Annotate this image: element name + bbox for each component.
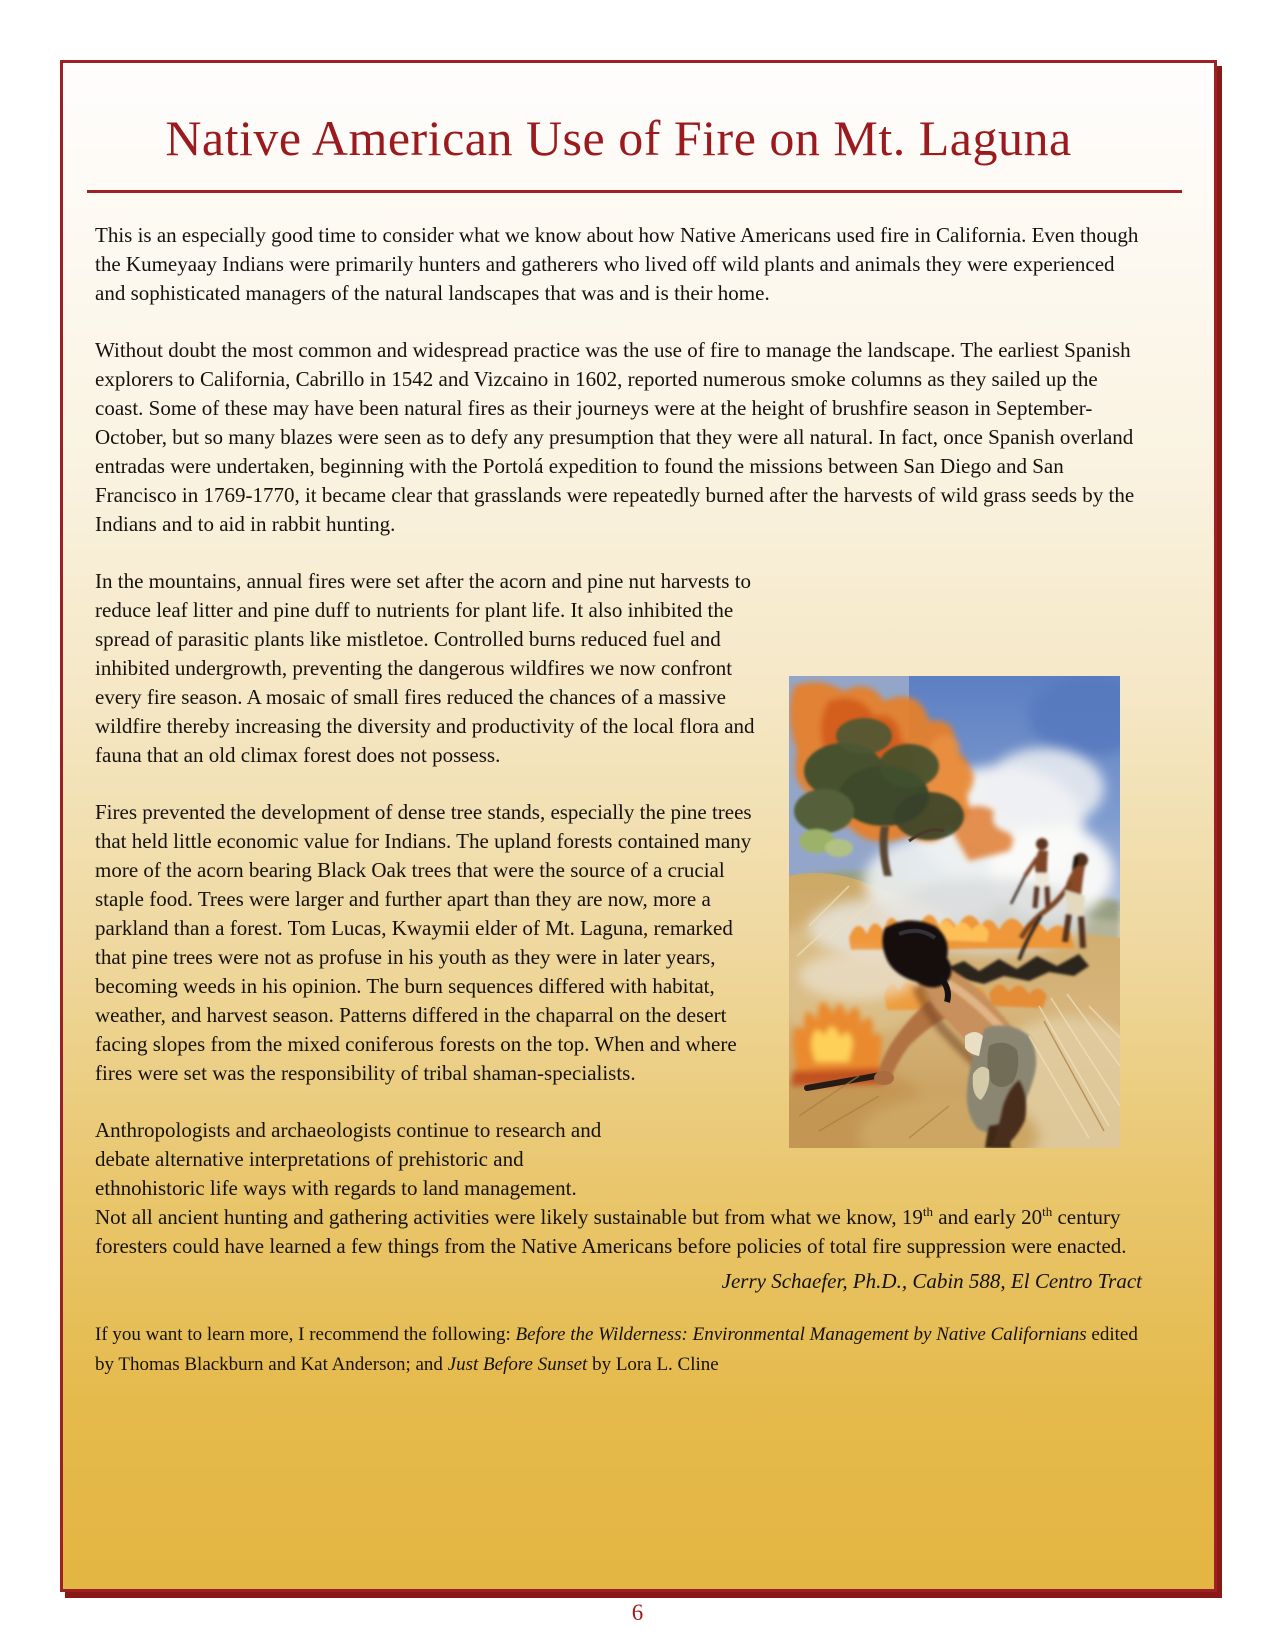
paragraph-2: Without doubt the most common and widespread practice was the use of fire to manage the landscape. The earliest Spanish explorers to California, Cabrillo in 1542 and Vizcaino in 1602, reported numerous smoke columns as they sailed up the coast. Some of these may have been natural fires as their journeys were at the height of brushfire season in September-October, but so many blazes were seen as to defy any presumption that they were all natural. In fact, once Spanish overland entradas were undertaken, beginning with the Portolá expedition to found the missions between San Diego and San Francisco in 1769-1770, it became clear that grasslands were repeatedly burned after the harvests of wild grass seeds by the Indians and to aid in rabbit hunting. <box>95 337 1135 536</box>
grassfire-painting-svg <box>789 676 1120 1148</box>
article-title: Native American Use of Fire on Mt. Laguna <box>165 110 1072 166</box>
paragraph-3: In the mountains, annual fires were set after the acorn and pine nut harvests to reduce leaf litter and pine duff to nutrients for plant life. It also inhibited the spread of parasitic plants like mistletoe. Controlled burns reduced fuel and inhibited undergrowth, preventing the dangerous wildfires we now confront every fire season. A mosaic of small fires reduced the chances of a massive wildfire thereby increasing the diversity and productivity of the local flora and fauna that an old climax forest does not possess. <box>95 568 755 767</box>
recommended-reading: If you want to learn more, I recommend the following: Before the Wilderness: Environmental Management by Native Californians edited by Thomas Blackburn and Kat Anderson; and Just Before Sunset by Lora L. Cline <box>95 1323 1138 1375</box>
article-frame <box>60 60 1217 1592</box>
paragraph-5: Anthropologists and archaeologists continue to research and debate alternative interpretations of prehistoric and ethnohistoric life ways with regards to land management. Not all ancient hunting and gathering activities were likely sustainable but from what we know, 19th and early 20th century foresters could have learned a few things from the Native Americans before policies of total fire suppression were enacted. <box>95 1117 1127 1258</box>
title-rule <box>87 190 1182 193</box>
paragraph-4: Fires prevented the development of dense tree stands, especially the pine trees that held little economic value for Indians. The upland forests contained many more of the acorn bearing Black Oak trees that were the source of a crucial staple food. Trees were larger and further apart than they are now, more a parkland than a forest. Tom Lucas, Kwaymii elder of Mt. Laguna, remarked that pine trees were not as profuse in his youth as they were in later years, becoming weeds in his opinion. The burn sequences differed with habitat, weather, and harvest season. Patterns differed in the chaparral on the desert facing slopes from the mixed coniferous forests on the top. When and where fires were set was the responsibility of tribal shaman-specialists. <box>95 799 752 1085</box>
page-number: 6 <box>631 1600 644 1625</box>
paragraph-1: This is an especially good time to consider what we know about how Native Americans used fire in California. Even though the Kumeyaay Indians were primarily hunters and gatherers who lived off wild plants and animals they were experienced and sophisticated managers of the natural landscapes that was and is their home. <box>95 222 1139 305</box>
grassfire-painting-image <box>789 676 1120 1148</box>
author-attribution: Jerry Schaefer, Ph.D., Cabin 588, El Centro Tract <box>721 1268 1142 1293</box>
